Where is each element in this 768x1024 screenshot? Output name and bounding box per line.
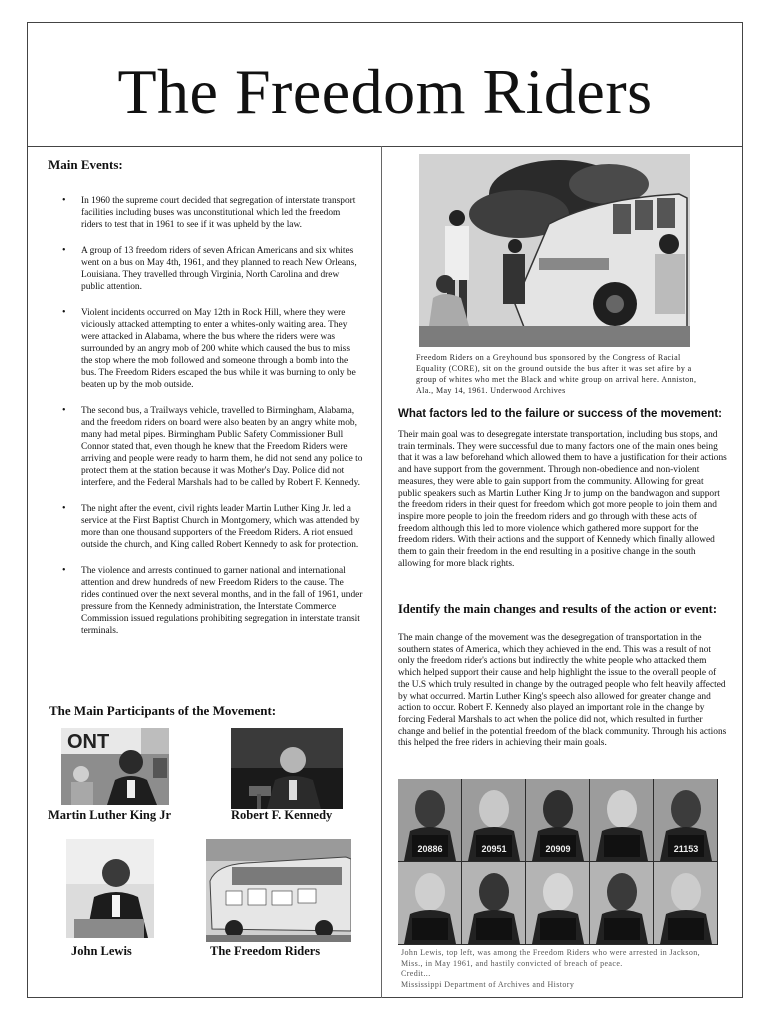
bullet-icon: • <box>62 503 66 514</box>
protest-sign-text: ONT <box>67 731 110 753</box>
john-lewis-photo <box>66 839 154 938</box>
burning-bus-photo <box>419 154 690 347</box>
column-divider <box>381 146 382 998</box>
placard-number: 20886 <box>417 844 443 854</box>
factors-heading: What factors led to the failure or success of the movement: <box>398 408 722 420</box>
john-lewis-name: John Lewis <box>71 944 132 958</box>
list-item: • In 1960 the supreme court decided that segregation of interstate transport facilities including buses was unconstitutional which led the freedom riders to test that in 1961 to see if it was upheld by the law. <box>62 195 356 230</box>
mugshot <box>462 862 525 944</box>
list-item: • The violence and arrests continued to garner national and international attention and drew hundreds of new Freedom Riders to the cause. The rides continued over the next several months, and in the fall of 1961, under pressure from the Kennedy administration, the Interstate Commerce Commission issued regulations prohibiting segregation in interstate transit terminals. <box>62 565 363 636</box>
mugshot <box>590 862 653 944</box>
changes-heading: Identify the main changes and results of the action or event: <box>398 602 717 616</box>
mugshot <box>654 779 717 861</box>
changes-body: The main change of the movement was the desegregation of transportation in the southern states of America, which they achieved in the end. This was a result of not only the freedom rider's actions but indirectly the white people who attacked them which helped support their cause and help highlight the issue to the overall people of the U.S which truly resulted in change by the outraged people who felt heavily affected by what occurred. Martin Luther King's speech also allowed for greater change and action to occur. Robert F. Kennedy also played an important role in the change by forcing Federal Marshals to act when the police did not, which resulted in further change and belief in the potential freedom of the black community. Through his actions this helped the free riders in achieving their main goals. <box>398 633 727 749</box>
mugshot-grid <box>398 779 718 945</box>
mugshot <box>526 862 589 944</box>
bus-photo-caption: Freedom Riders on a Greyhound bus sponsored by the Congress of Racial Equality (CORE), sit on the ground outside the bus after it was set afire by a group of whites who met the Black and white group on arrival here. Anniston, Ala., May 14, 1961. Underwood Archives <box>416 353 697 395</box>
list-item: • A group of 13 freedom riders of seven African Americans and six whites went on a bus on May 4th, 1961, and they planned to reach New Orleans, Louisiana. They travelled through Virginia, North Carolina and drew public attention. <box>62 245 357 292</box>
mugshot-caption-line: John Lewis, top left, was among the Freedom Riders who were arrested in Jackson, Miss., in May 1961, and hastily convicted of breach of peace. <box>401 948 701 968</box>
main-events-list <box>48 195 363 637</box>
participants-heading: The Main Participants of the Movement: <box>49 703 277 718</box>
mugshot <box>526 779 589 861</box>
bullet-icon: • <box>62 565 66 576</box>
placard-number: 20909 <box>545 844 571 854</box>
mugshot <box>462 779 525 861</box>
mugshot-caption-credit: Mississippi Department of Archives and History <box>401 979 575 989</box>
page-title: The Freedom Riders <box>117 56 653 127</box>
freedom-riders-bus-photo <box>206 839 351 942</box>
bullet-icon: • <box>62 195 66 206</box>
title-divider <box>27 146 743 147</box>
list-item: • Violent incidents occurred on May 12th in Rock Hill, where they were viciously attacked attempting to enter a whites-only waiting area. They were attacked in Alabama, where the bus where the riders were was surrounded by an angry mob of 200 white which caused the bus to miss the stop where the mob followed and someone through a bomb into the bus. The Freedom Riders escaped the bus while it was burning to only be beaten up by the mob outside. <box>62 307 356 390</box>
factors-body: Their main goal was to desegregate interstate transportation, including bus stops, and train terminals. They were successful due to many factors one of the main ones being that it was a law beforehand which allowed them to have a justification for their actions and have support from the government. Through non-obedience and non-violent measures, they were able to gain support from the community. Allowing for great public speakers such as Martin Luther King Jr to jump on the bandwagon and support the freedom riders in their quest for freedom which got more people to join them and inspire more people to join the freedom riders and go through with these acts of freedom although this led to more violence which gathered more support for the freedom riders. With their actions and the support of Kennedy which finally allowed them to gain their freedom in the end resulting in a positive change in the south allowing for more black rights. <box>398 430 727 569</box>
mugshot <box>654 862 717 944</box>
mugshot <box>590 779 653 861</box>
mugshot <box>398 779 461 861</box>
mugshot <box>398 862 461 944</box>
mlk-photo <box>61 728 169 805</box>
rfk-photo <box>231 728 343 809</box>
placard-number: 21153 <box>673 844 699 854</box>
bullet-icon: • <box>62 405 66 416</box>
rfk-name: Robert F. Kennedy <box>231 808 333 822</box>
list-item: • The second bus, a Trailways vehicle, travelled to Birmingham, Alabama, and the freedom riders on board were also beaten by an angry white mob, many had metal pipes. Birmingham Public Safety Commissioner Bull Connor stated that, even though he knew that the Freedom Riders were arriving and people were ready to harm them, he did not send any police to protect them at the station because it was Mother's Day. Police did not interfere, and the Federal Marshals had to be called by Robert F. Kennedy. <box>62 405 363 488</box>
placard-number: 20951 <box>481 844 507 854</box>
mlk-name: Martin Luther King Jr <box>48 808 172 822</box>
main-events-section <box>48 157 363 651</box>
bullet-icon: • <box>62 245 66 256</box>
freedom-riders-name: The Freedom Riders <box>210 944 321 958</box>
list-item: • The night after the event, civil rights leader Martin Luther King Jr. led a service at the First Baptist Church in Montgomery, which was attended by more than one thousand supporters of the Freedom Riders. A riot ensued outside the church, and King called Robert Kennedy to ask for protection. <box>62 503 360 550</box>
main-events-heading: Main Events: <box>48 157 123 172</box>
mugshot-caption-credit-label: Credit... <box>401 969 431 978</box>
bullet-icon: • <box>62 307 66 318</box>
mugshot-caption <box>401 948 721 990</box>
